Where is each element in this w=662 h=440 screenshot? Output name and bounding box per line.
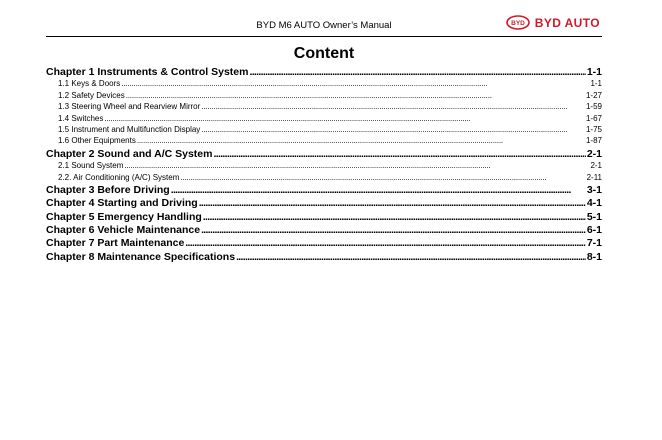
toc-section-1-3[interactable] bbox=[46, 102, 602, 113]
toc-section-2-1[interactable] bbox=[46, 161, 602, 172]
toc-entry-title: 1.1 Keys & Doors bbox=[58, 79, 121, 89]
table-of-contents bbox=[46, 66, 602, 264]
toc-section-1-1[interactable] bbox=[46, 79, 602, 90]
brand-block bbox=[506, 15, 600, 30]
dot-leader bbox=[104, 114, 585, 123]
toc-entry-page: 1-1 bbox=[586, 66, 602, 78]
toc-entry-title: Chapter 4 Starting and Driving bbox=[46, 197, 198, 210]
dot-leader bbox=[201, 224, 586, 236]
dot-leader bbox=[124, 161, 589, 170]
toc-chapter-7[interactable] bbox=[46, 237, 602, 250]
toc-chapter-4[interactable] bbox=[46, 197, 602, 210]
brand-name: BYD AUTO bbox=[534, 15, 600, 30]
dot-leader bbox=[201, 125, 585, 134]
dot-leader bbox=[199, 197, 586, 209]
toc-entry-title: 1.2 Safety Devices bbox=[58, 90, 125, 100]
toc-section-1-6[interactable] bbox=[46, 136, 602, 147]
toc-entry-page: 1-1 bbox=[590, 79, 602, 89]
toc-entry-title: Chapter 5 Emergency Handling bbox=[46, 210, 202, 223]
toc-entry-page: 1-59 bbox=[585, 102, 602, 112]
toc-section-1-2[interactable] bbox=[46, 91, 602, 102]
dot-leader bbox=[121, 79, 589, 88]
toc-entry-title: Chapter 3 Before Driving bbox=[46, 183, 170, 196]
dot-leader bbox=[180, 173, 585, 182]
dot-leader bbox=[171, 184, 586, 196]
toc-entry-page: 7-1 bbox=[586, 237, 602, 250]
toc-entry-page: 1-87 bbox=[585, 136, 602, 146]
logo-lettering: BYD bbox=[510, 20, 525, 27]
toc-entry-title: 1.5 Instrument and Multifunction Display bbox=[58, 124, 201, 134]
toc-chapter-2[interactable] bbox=[46, 148, 602, 161]
toc-entry-page: 2-11 bbox=[586, 172, 602, 182]
page-header bbox=[46, 14, 602, 37]
toc-entry-page: 3-1 bbox=[586, 183, 602, 196]
toc-entry-title: Chapter 2 Sound and A/C System bbox=[46, 147, 213, 160]
dot-leader bbox=[126, 91, 585, 100]
dot-leader bbox=[201, 102, 585, 111]
toc-entry-page: 6-1 bbox=[586, 224, 602, 237]
toc-chapter-6[interactable] bbox=[46, 224, 602, 237]
toc-section-1-4[interactable] bbox=[46, 114, 602, 125]
dot-leader bbox=[249, 66, 585, 78]
toc-entry-page: 8-1 bbox=[586, 250, 602, 263]
toc-heading: Content bbox=[293, 45, 355, 62]
toc-chapter-8[interactable] bbox=[46, 251, 602, 264]
toc-entry-page: 1-75 bbox=[585, 124, 602, 134]
dot-leader bbox=[185, 237, 586, 249]
toc-entry-title: 1.3 Steering Wheel and Rearview Mirror bbox=[58, 102, 201, 112]
toc-entry-title: 1.4 Switches bbox=[58, 113, 104, 123]
toc-section-1-5[interactable] bbox=[46, 125, 602, 136]
dot-leader bbox=[213, 148, 585, 160]
toc-entry-title: Chapter 7 Part Maintenance bbox=[46, 237, 185, 250]
dot-leader bbox=[137, 136, 585, 145]
toc-entry-page: 1-67 bbox=[585, 113, 602, 123]
toc-entry-page: 1-27 bbox=[585, 90, 602, 100]
toc-entry-title: Chapter 8 Maintenance Specifications bbox=[46, 250, 236, 263]
toc-chapter-3[interactable] bbox=[46, 184, 602, 197]
toc-entry-page: 5-1 bbox=[586, 210, 602, 223]
toc-entry-page: 4-1 bbox=[586, 197, 602, 210]
dot-leader bbox=[203, 211, 586, 223]
toc-chapter-5[interactable] bbox=[46, 211, 602, 224]
toc-section-2-2[interactable] bbox=[46, 173, 602, 184]
toc-entry-title: Chapter 6 Vehicle Maintenance bbox=[46, 224, 201, 237]
toc-chapter-1[interactable] bbox=[46, 66, 602, 79]
document-title: BYD M6 AUTO Owner’s Manual bbox=[256, 20, 392, 31]
dot-leader bbox=[236, 251, 586, 263]
toc-entry-title: 2.1 Sound System bbox=[58, 161, 124, 171]
toc-entry-title: Chapter 1 Instruments & Control System bbox=[46, 66, 249, 78]
toc-entry-page: 2-1 bbox=[590, 161, 602, 171]
byd-logo-icon bbox=[506, 15, 530, 30]
toc-entry-title: 2.2. Air Conditioning (A/C) System bbox=[58, 172, 180, 182]
toc-entry-title: 1.6 Other Equipments bbox=[58, 136, 136, 146]
toc-entry-page: 2-1 bbox=[586, 147, 602, 160]
